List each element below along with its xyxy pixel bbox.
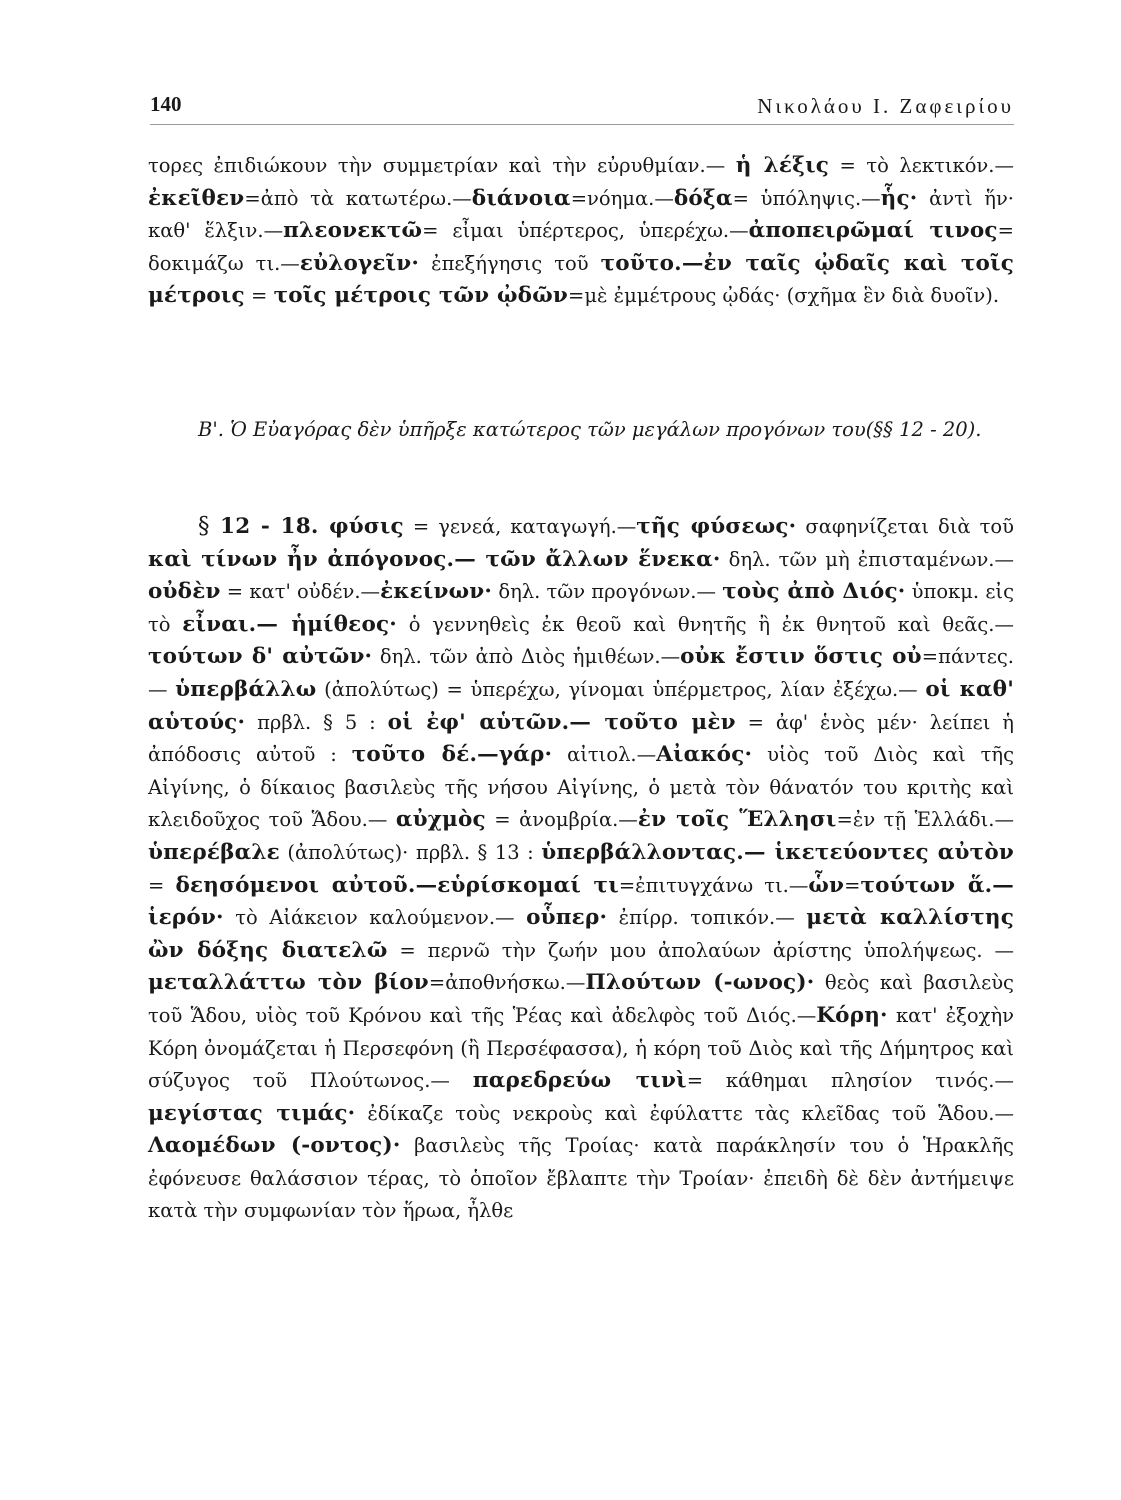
gloss-text: = [244,284,274,308]
gloss-text: Β'. Ὁ Εὐαγόρας δὲν ὑπῆρξε κατώτερος τῶν μεγάλων προγόνων του(§§ 12 - 20). [198,418,982,441]
lemma-term: τοὺς ἀπὸ Διός· [722,579,906,605]
lemma-term: οἱ ἐφ' αὑτῶν.— τοῦτο μὲν [387,709,736,735]
gloss-text: βασιλεὺς τῆς Τροίας· κατὰ παράκλησίν του ὁ Ἡρακλῆς ἐφόνευσε θαλάσσιον τέρας, τὸ ὁποῖον ἔβλαπτε τὴν Τροίαν· ἐπειδὴ δὲ δὲν ἀντήμειψε κατὰ τὴν συμφωνίαν τὸν ἥρωα, ἦλθε [148,1134,1014,1223]
gloss-text: ὁ γεννηθεὶς ἐκ θεοῦ καὶ θνητῆς ἢ ἐκ θνητοῦ καὶ θεᾶς.— [396,612,1014,636]
gloss-text: § [198,513,210,539]
section-summary-heading [148,413,1014,446]
gloss-text: =ἀπὸ τὰ κατωτέρω.— [244,186,472,210]
gloss-text: θεὸς καὶ βασιλεὺς τοῦ Ἅδου, υἱὸς τοῦ Κρόνου καὶ τῆς Ῥέας καὶ ἀδελφὸς τοῦ Διός.— [148,971,1014,1027]
gloss-text: (ἀπολύτως) = ὑπερέχω, γίνομαι ὑπέρμετρος, λίαν ἐξέχω.— [316,677,926,701]
lemma-term: ἡ λέξις [735,153,829,178]
gloss-text: = περνῶ τὴν ζωήν μου ἀπολαύων ἀρίστης ὑπολήψεως. — [387,938,1014,962]
gloss-text: = ἀνομβρία.— [485,808,638,832]
gloss-text: ὑποκμ. εἰς τὸ [148,580,1014,636]
lemma-term: Κόρη· [816,1002,888,1028]
gloss-text: ἐπεξήγησις τοῦ [419,251,601,275]
gloss-text: =ἀποθνήσκω.— [428,971,586,995]
gloss-text: = δοκιμάζω τι.— [148,219,1015,275]
gloss-text: υἱὸς τοῦ Διὸς καὶ τῆς Αἰγίνης, ὁ δίκαιος βασιλεὺς τῆς νήσου Αἰγίνης, ὁ μετὰ τὸν θάνατόν του κριτὴς καὶ κλειδοῦχος τοῦ Ἅδου.— [148,743,1015,832]
gloss-text: =ἐν τῇ Ἑλλάδι.— [836,808,1015,832]
gloss-text: ἀντὶ ἥν· καθ' ἕλξιν.— [148,186,1015,243]
lemma-term: ὑπερβάλλοντας.— ἱκετεύοντες αὐτὸν [541,839,1014,865]
gloss-text: τορες ἐπιδιώκουν τὴν συμμετρίαν καὶ τὴν εὐρυθμίαν.— [148,154,736,177]
page-number: 140 [150,92,182,116]
lemma-term: μεγίστας τιμάς· [148,1100,356,1126]
lemma-term: τούτων ἅ.— ἱερόν· [148,872,1014,931]
gloss-text: πρβλ. § 5 : [245,710,388,734]
lemma-term: εὐλογεῖν· [299,250,420,276]
lemma-term: 12 - 18. φύσις [209,514,404,539]
gloss-text: =ἐπιτυγχάνω τι.— [618,873,809,897]
lemma-term: ἐν τοῖς Ἕλλησι [637,807,837,833]
lemma-term: δεησόμενοι αὐτοῦ.—εὑρίσκομαί τι [175,872,619,898]
gloss-text: =πάντες.— [148,645,1014,701]
lemma-term: οὐδὲν [148,579,221,605]
commentary-paragraph-2 [148,510,1014,1228]
lemma-term: τῆς φύσεως· [636,514,797,539]
gloss-text: δηλ. τῶν μὴ ἐπισταμένων.— [720,547,1014,571]
lemma-term: Πλούτων (-ωνος)· [585,970,815,996]
gloss-text: = ἀφ' ἑνὸς μέν· λείπει ἡ ἀπόδοσις αὐτοῦ : [148,710,1014,767]
gloss-text: = τὸ λεκτικόν.— [828,154,1014,177]
lemma-term: εἶναι.— ἡμίθεος· [182,611,397,637]
gloss-text: ἐπίρρ. τοπικόν.— [607,906,807,930]
gloss-text: τὸ Αἰάκειον καλούμενον.— [223,906,527,930]
header-rule [150,124,1014,125]
gloss-text: σαφηνίζεται διὰ τοῦ [796,515,1015,538]
lemma-term: τοῦτο δέ.—γάρ· [351,742,553,768]
gloss-text: = κάθημαι πλησίον τινός.— [686,1069,1014,1093]
lemma-term: πλεονεκτῶ [283,218,423,244]
gloss-text: αἰτιολ.— [552,743,657,767]
lemma-term: μεταλλάττω τὸν βίον [148,970,429,996]
lemma-term: ὑπερέβαλε [148,839,280,865]
lemma-term: αὐχμὸς [395,807,486,833]
lemma-term: οἱ καθ' αὑτούς· [148,676,1014,735]
lemma-term: τοῖς μέτροις τῶν ᾠδῶν [273,283,568,309]
commentary-paragraph-1 [148,150,1014,313]
gloss-text: δηλ. τῶν προγόνων.— [492,580,723,604]
gloss-text: = ὑπόληψις.— [732,186,881,210]
gloss-text: (ἀπολύτως)· πρβλ. § 13 : [279,840,542,864]
lemma-term: παρεδρεύω τινὶ [472,1068,687,1094]
lemma-term: ὧν [808,872,845,898]
lemma-term: δόξα [673,185,733,211]
lemma-term: Αἰακός· [656,742,753,768]
lemma-term: ἐκεῖθεν [148,185,245,211]
lemma-term: οὐκ ἔστιν ὅστις οὐ [680,644,922,670]
lemma-term: τούτων δ' αὐτῶν· [148,644,373,670]
lemma-term: ἐκείνων· [380,579,493,605]
lemma-term: Λαομέδων (-οντος)· [148,1133,401,1159]
lemma-term: διάνοια [471,185,571,211]
lemma-term: καὶ τίνων ἦν ἀπόγονος.— τῶν ἄλλων ἕνεκα· [148,546,721,572]
lemma-term: οὗπερ· [526,905,608,931]
gloss-text: =νόημα.— [570,186,674,210]
lemma-term: ἀποπειρῶμαί τινος [748,218,998,244]
gloss-text: κατ' ἐξοχὴν Κόρη ὀνομάζεται ἡ Περσεφόνη (ἢ Περσέφασσα), ἡ κόρη τοῦ Διὸς καὶ τῆς Δήμητρος καὶ σύζυγος τοῦ Πλούτωνος.— [148,1003,1015,1093]
gloss-text: = κατ' οὐδέν.— [220,580,381,604]
gloss-text: = [148,873,176,897]
gloss-text: = γενεά, καταγωγή.— [403,515,637,538]
gloss-text: δηλ. τῶν ἀπὸ Διὸς ἡμιθέων.— [372,645,681,669]
gloss-text: ἐδίκαζε τοὺς νεκροὺς καὶ ἐφύλαττε τὰς κλεῖδας τοῦ Ἅδου.— [355,1101,1014,1125]
lemma-term: μετὰ καλλίστης ὢν δόξης διατελῶ [148,905,1014,963]
running-head: Νικολάου Ι. Ζαφειρίου [757,94,1014,118]
lemma-term: ἧς· [880,185,918,211]
gloss-text: = [844,873,861,897]
lemma-term: τοῦτο.—ἐν ταῖς ᾠδαῖς καὶ τοῖς μέτροις [148,250,1014,309]
gloss-text: =μὲ ἐμμέτρους ᾠδάς· (σχῆμα ἓν διὰ δυοῖν). [567,284,1000,308]
lemma-term: ὑπερβάλλω [175,676,317,702]
gloss-text: = εἶμαι ὑπέρτερος, ὑπερέχω.— [422,219,749,243]
